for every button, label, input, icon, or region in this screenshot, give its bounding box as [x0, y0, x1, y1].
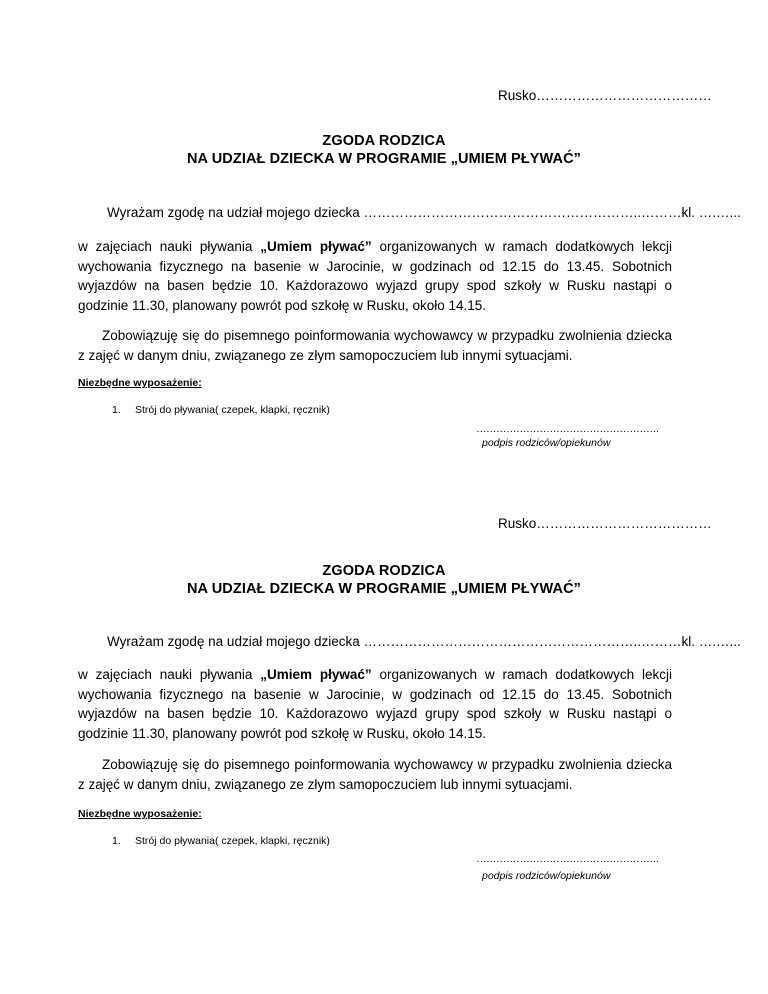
- equipment-label: Niezbędne wyposażenie:: [78, 808, 202, 820]
- program-description: [78, 665, 672, 743]
- description-text-end: organizowanych w ramach dodatkowych lekcji wychowania fizycznego na basenie w Jarocinie, w godzinach od 12.15 do 13.45. Sobotnich wyjazdów na basen będzie 10. Każdorazowo wyjazd grupy spod szkoły w Rusku nastąpi o godzinie 11.30, planowany powrót pod szkołę w Rusku, około 14.15.: [78, 239, 672, 313]
- signature-label: podpis rodziców/opiekunów: [482, 870, 611, 882]
- signature-label: podpis rodziców/opiekunów: [482, 437, 611, 449]
- equipment-item-number: 1.: [112, 404, 121, 416]
- description-text-start: w zajęciach nauki pływania: [78, 667, 261, 682]
- place-date-line: Rusko…………………………………: [498, 88, 712, 103]
- consent-line: Wyrażam zgodę na udział mojego dziecka ……………………………………………………..………kl. ….…...: [107, 205, 741, 220]
- equipment-item: [112, 404, 330, 416]
- program-name: „Umiem pływać”: [260, 239, 372, 254]
- equipment-item-number: 1.: [112, 835, 121, 847]
- equipment-item: [112, 835, 330, 847]
- obligation-paragraph: Zobowiązuję się do pisemnego poinformowania wychowawcy w przypadku zwolnienia dziecka z zajęć w danym dniu, związanego ze złym samopoczuciem lub innymi sytuacjami.: [78, 328, 672, 363]
- program-name: „Umiem pływać”: [260, 667, 372, 682]
- equipment-item-text: Strój do pływania( czepek, klapki, ręcznik): [135, 835, 330, 847]
- description-text-start: w zajęciach nauki pływania: [78, 239, 261, 254]
- program-description: [78, 237, 672, 315]
- signature-line: ……………………………………………….: [476, 423, 659, 435]
- form-title: ZGODA RODZICA: [322, 133, 446, 149]
- obligation-paragraph: Zobowiązuję się do pisemnego poinformowania wychowawcy w przypadku zwolnienia dziecka z zajęć w danym dniu, związanego ze złym samopoczuciem lub innymi sytuacjami.: [78, 757, 672, 792]
- equipment-item-text: Strój do pływania( czepek, klapki, ręcznik): [135, 404, 330, 416]
- equipment-label: Niezbędne wyposażenie:: [78, 377, 202, 389]
- consent-line: Wyrażam zgodę na udział mojego dziecka ……………………………………………………..………kl. ….…...: [107, 634, 741, 649]
- place-date-line: Rusko…………………………………: [498, 516, 712, 531]
- form-subtitle: NA UDZIAŁ DZIECKA W PROGRAMIE „UMIEM PŁYWAĆ”: [186, 581, 581, 597]
- form-title: ZGODA RODZICA: [322, 563, 446, 579]
- description-text-end: organizowanych w ramach dodatkowych lekcji wychowania fizycznego na basenie w Jarocinie, w godzinach od 12.15 do 13.45. Sobotnich wyjazdów na basen będzie 10. Każdorazowo wyjazd grupy spod szkoły w Rusku nastąpi o godzinie 11.30, planowany powrót pod szkołę w Rusku, około 14.15.: [78, 667, 672, 741]
- form-subtitle: NA UDZIAŁ DZIECKA W PROGRAMIE „UMIEM PŁYWAĆ”: [186, 151, 581, 167]
- signature-line: ……………………………………………….: [476, 853, 659, 865]
